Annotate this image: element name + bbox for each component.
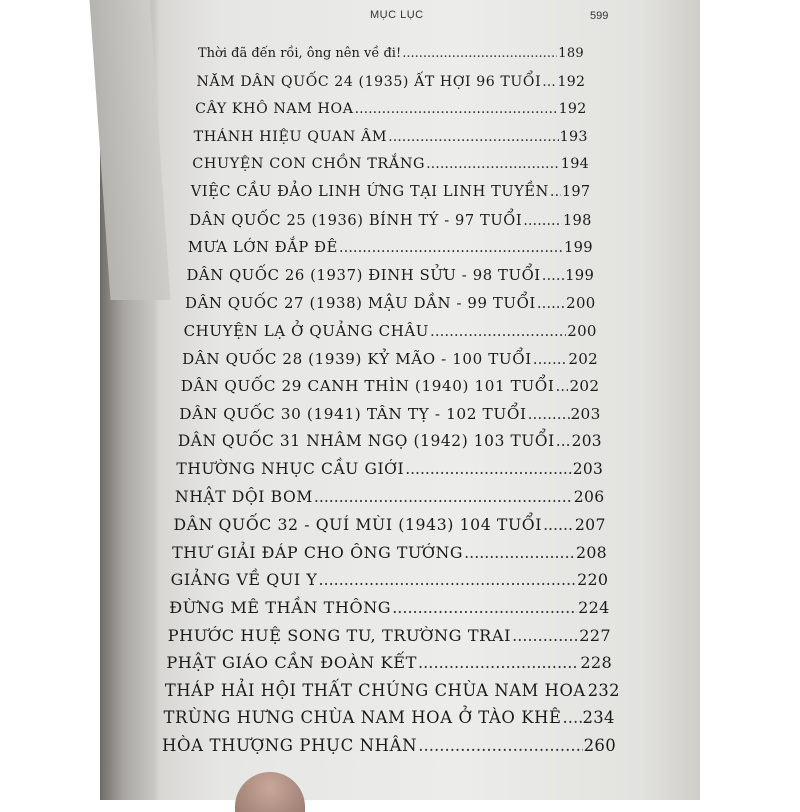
- toc-entry-page: 207: [574, 515, 606, 535]
- toc-entry: [189, 212, 591, 229]
- toc-entry-page: 197: [561, 184, 591, 200]
- toc-entry: [162, 736, 616, 755]
- toc-entry: [198, 46, 584, 61]
- toc-entry-title: THƯ GIẢI ĐÁP CHO ÔNG TƯỚNG: [172, 542, 464, 562]
- toc-entry-page: 200: [566, 294, 596, 313]
- toc-entry: [195, 101, 586, 117]
- dot-leader: [523, 212, 562, 229]
- toc-entry-page: 232: [587, 680, 620, 700]
- dot-leader: [339, 239, 563, 256]
- dot-leader: [542, 267, 564, 284]
- toc-entry: [174, 515, 606, 534]
- toc-entry: [168, 626, 611, 645]
- page-header-title: MỤC LỤC: [370, 9, 424, 21]
- toc-entry: [179, 405, 600, 423]
- dot-leader: [542, 74, 556, 90]
- toc-entry-title: DÂN QUỐC 28 (1939) KỶ MÃO - 100 TUỔI: [182, 349, 532, 368]
- dot-leader: [392, 598, 577, 617]
- toc-entry-page: 199: [565, 266, 595, 284]
- toc-entry-title: CÂY KHÔ NAM HOA: [195, 101, 354, 118]
- toc-entry-title: TRÙNG HƯNG CHÙA NAM HOA Ở TÀO KHÊ: [163, 708, 562, 728]
- dot-leader: [512, 626, 578, 645]
- toc-entry-title: DÂN QUỐC 26 (1937) ĐINH SỬU - 98 TUỔI: [186, 266, 541, 284]
- dot-leader: [426, 156, 560, 172]
- toc-entry: [166, 653, 612, 672]
- toc-entry: [163, 708, 614, 727]
- toc-entry-title: CHUYỆN LẠ Ở QUẢNG CHÂU: [183, 322, 430, 340]
- dot-leader: [543, 515, 574, 534]
- toc-entry: [186, 267, 594, 284]
- toc-entry-page: 189: [558, 46, 584, 61]
- toc-entry-title: NĂM DÂN QUỐC 24 (1935) ẤT HỢI 96 TUỔI: [196, 73, 542, 90]
- dot-leader: [319, 570, 577, 589]
- toc-entry-page: 202: [568, 349, 599, 368]
- toc-entry-page: 203: [570, 404, 601, 423]
- dot-leader: [533, 350, 568, 368]
- dot-leader: [550, 184, 561, 200]
- dot-leader: [405, 460, 571, 478]
- dot-leader: [418, 653, 579, 672]
- toc-entry-page: 224: [578, 598, 610, 617]
- toc-entry: [181, 377, 600, 395]
- toc-entry: [194, 129, 588, 145]
- toc-entry-page: 203: [571, 432, 602, 451]
- toc-entry: [184, 322, 597, 340]
- toc-entry-page: 220: [577, 570, 609, 590]
- toc-entry-title: GIẢNG VỀ QUI Y: [170, 570, 318, 590]
- dot-leader: [430, 322, 566, 340]
- toc-entry-page: 193: [559, 128, 588, 145]
- dot-leader: [555, 377, 568, 395]
- dot-leader: [563, 708, 582, 727]
- toc-entry-page: 198: [562, 211, 592, 229]
- toc-entry-page: 228: [580, 653, 613, 673]
- toc-entry-title: DÂN QUỐC 29 CANH THÌN (1940) 101 TUỔI: [180, 377, 555, 396]
- toc-entry-title: CHUYỆN CON CHỒN TRẮNG: [192, 156, 426, 173]
- toc-entry-title: ĐỪNG MÊ THẦN THÔNG: [169, 598, 392, 617]
- toc-entry-title: THÁP HẢI HỘI THẤT CHÚNG CHÙA NAM HOA: [164, 680, 586, 700]
- toc-entry-page: 260: [583, 736, 616, 755]
- toc-entry-title: DÂN QUỐC 30 (1941) TÂN TỴ - 102 TUỔI: [179, 404, 527, 423]
- dot-leader: [556, 432, 571, 450]
- toc-entry-title: HÒA THƯỢNG PHỤC NHÂN: [162, 736, 418, 755]
- toc-entry-page: 234: [582, 708, 615, 728]
- dot-leader: [528, 405, 570, 423]
- toc-entry-title: PHƯỚC HUỆ SONG TU, TRƯỜNG TRAI: [167, 625, 512, 645]
- dot-leader: [402, 46, 557, 61]
- dot-leader: [388, 129, 558, 145]
- toc-entry-page: 192: [557, 73, 586, 90]
- dot-leader: [314, 488, 573, 506]
- toc-entry-page: 200: [567, 322, 597, 340]
- dot-leader: [418, 736, 582, 755]
- toc-entry-title: Thời đã đến rồi, ông nên về đi!: [198, 46, 402, 61]
- toc-entry: [188, 239, 593, 256]
- toc-entry: [191, 184, 591, 200]
- toc-entry-title: VIỆC CẦU ĐẢO LINH ỨNG TẠI LINH TUYỀN: [190, 184, 549, 200]
- toc-entry-title: THƯỜNG NHỤC CẦU GIỚI: [176, 460, 405, 478]
- toc-entry-title: NHẬT DỘI BOM: [174, 487, 313, 506]
- toc-entry-title: DÂN QUỐC 27 (1938) MẬU DẦN - 99 TUỔI: [185, 294, 536, 313]
- toc-entry-title: DÂN QUỐC 31 NHÂM NGỌ (1942) 103 TUỔI: [177, 432, 555, 451]
- toc-entry: [169, 598, 609, 617]
- toc-entry-title: DÂN QUỐC 32 - QUÍ MÙI (1943) 104 TUỔI: [173, 515, 543, 535]
- toc-entry: [178, 432, 602, 450]
- toc-entry-title: PHẬT GIÁO CẦN ĐOÀN KẾT: [166, 653, 418, 673]
- toc-entry-page: 208: [575, 542, 608, 562]
- toc-entry-page: 227: [579, 625, 611, 645]
- toc-entry-page: 194: [560, 156, 590, 173]
- toc-entry: [176, 460, 603, 478]
- toc-entry-title: MƯA LỚN ĐẮP ĐÊ: [187, 239, 338, 257]
- toc-entry: [171, 570, 609, 589]
- toc-entry: [164, 680, 620, 700]
- dot-leader: [355, 101, 558, 117]
- dot-leader: [464, 543, 575, 562]
- toc-entry-page: 192: [558, 101, 587, 118]
- toc-entry-title: DÂN QUỐC 25 (1936) BÍNH TÝ - 97 TUỔI: [189, 211, 523, 229]
- toc-entry: [185, 294, 595, 312]
- page-number: 599: [590, 10, 609, 22]
- toc-entry-page: 202: [569, 377, 600, 396]
- toc-entry: [192, 156, 589, 172]
- toc-entry-page: 199: [564, 239, 593, 257]
- toc-entry: [172, 543, 607, 562]
- toc-entry: [197, 74, 586, 90]
- toc-entry-title: THÁNH HIỆU QUAN ÂM: [193, 128, 388, 145]
- toc-entry-page: 203: [572, 460, 604, 478]
- toc-entry: [182, 350, 598, 368]
- dot-leader: [537, 294, 565, 312]
- toc-entry-page: 206: [573, 487, 605, 506]
- toc-entry: [175, 488, 605, 506]
